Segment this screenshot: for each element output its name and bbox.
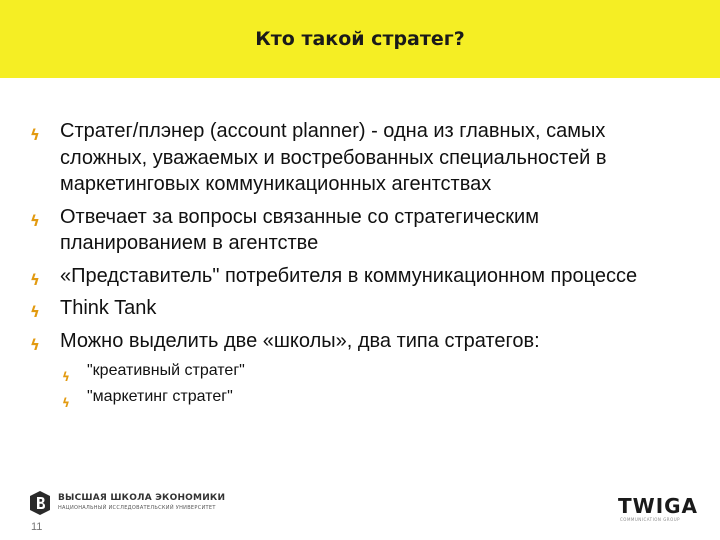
twiga-tagline: COMMUNICATION GROUP bbox=[620, 517, 681, 522]
bullet-item bbox=[30, 204, 690, 257]
lightning-bullet-icon: ϟ bbox=[62, 396, 70, 410]
lightning-bullet-icon: ϟ bbox=[30, 126, 40, 144]
bullet-text: Можно выделить две «школы», два типа стратегов: bbox=[60, 329, 540, 352]
bullet-item bbox=[30, 295, 690, 322]
bullet-item bbox=[30, 118, 690, 198]
hse-subtitle: НАЦИОНАЛЬНЫЙ ИССЛЕДОВАТЕЛЬСКИЙ УНИВЕРСИТЕТ bbox=[58, 505, 216, 511]
lightning-bullet-icon: ϟ bbox=[30, 335, 40, 354]
lightning-bullet-icon: ϟ bbox=[30, 211, 40, 230]
slide-content bbox=[30, 118, 690, 410]
lightning-bullet-icon: ϟ bbox=[30, 270, 40, 289]
bullet-text: Think Tank bbox=[60, 297, 157, 319]
bullet-text: Отвечает за вопросы связанные со стратегическим планированием в агентстве bbox=[60, 205, 539, 254]
sub-bullet-item bbox=[62, 384, 690, 410]
hse-emblem-icon bbox=[28, 490, 52, 516]
hse-name: ВЫСШАЯ ШКОЛА ЭКОНОМИКИ bbox=[58, 493, 226, 503]
twiga-logo: TWIGA bbox=[618, 494, 699, 518]
lightning-bullet-icon: ϟ bbox=[62, 370, 70, 384]
sub-bullet-text: "маркетинг стратег" bbox=[87, 388, 233, 405]
slide-title: Кто такой стратег? bbox=[255, 28, 465, 50]
bullet-item bbox=[30, 263, 690, 290]
sub-bullet-item bbox=[62, 358, 690, 384]
bullet-text: «Представитель" потребителя в коммуникационном процессе bbox=[60, 264, 638, 287]
lightning-bullet-icon: ϟ bbox=[30, 303, 40, 321]
sub-bullet-text: "креативный стратег" bbox=[87, 362, 245, 379]
hse-logo bbox=[28, 490, 225, 516]
sub-bullet-list bbox=[30, 358, 690, 410]
page-number: 11 bbox=[31, 521, 43, 533]
bullet-text: Стратег/плэнер (account planner) - одна из главных, самых сложных, уважаемых и востребованных специальностей в маркетинговых коммуникационных агентствах bbox=[60, 120, 607, 195]
bullet-item bbox=[30, 328, 690, 355]
